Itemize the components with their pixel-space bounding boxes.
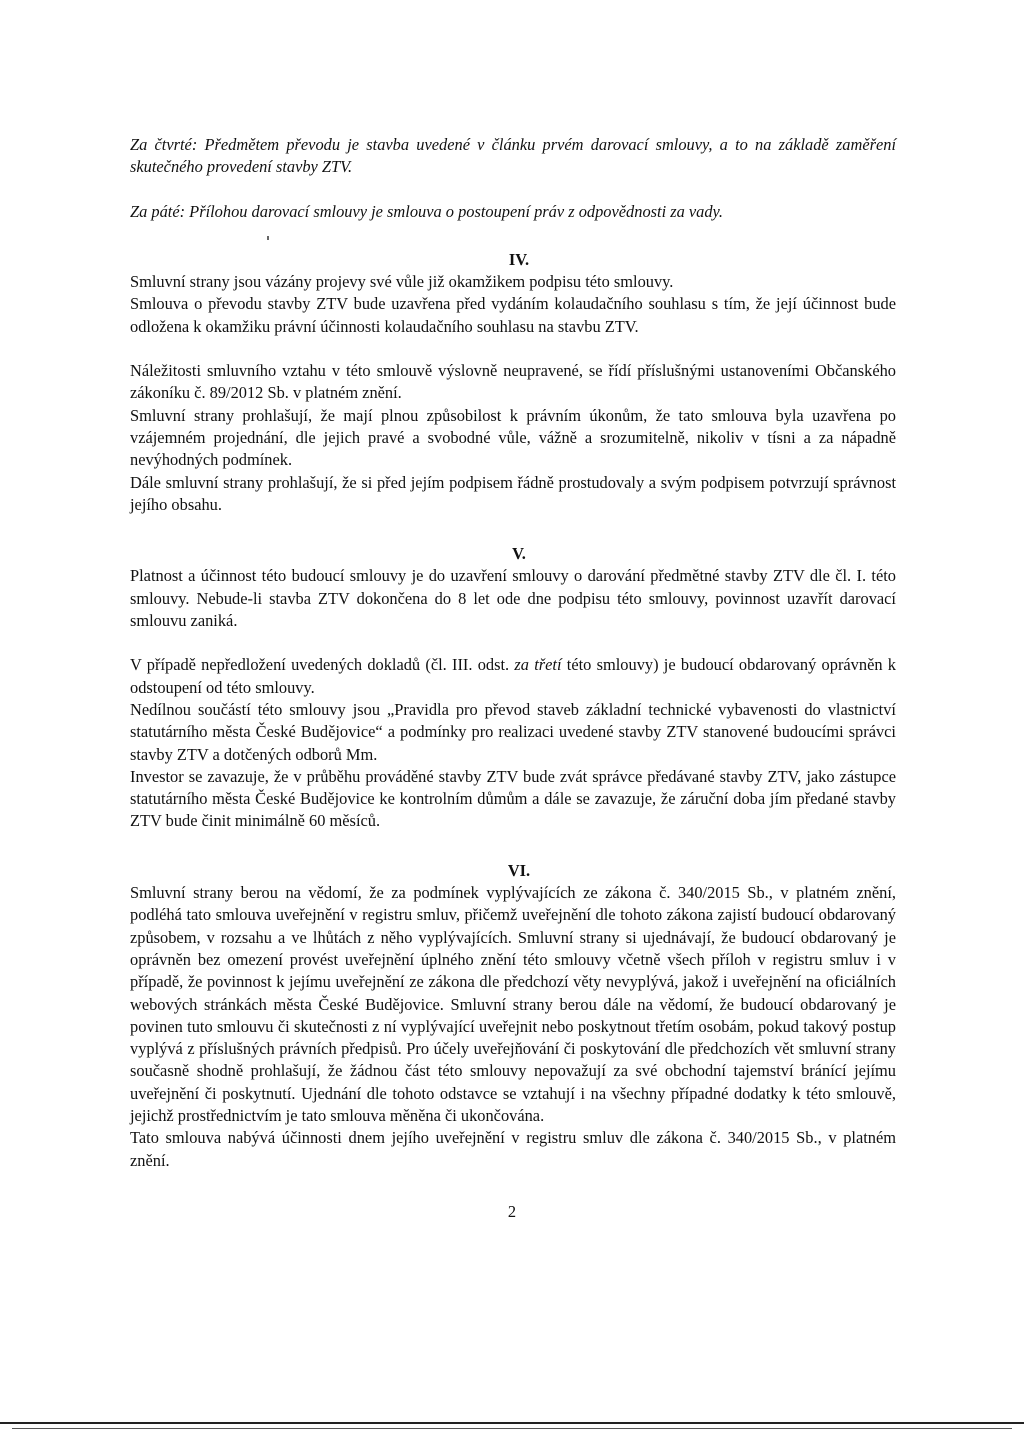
section-vi-title: VI. [507, 860, 531, 880]
section-iv-paragraph-5: Dále smluvní strany prohlašují, že si před jejím podpisem řádně prostudovaly a svým podpisem potvrzují správnost jejího obsahu. [130, 472, 896, 514]
page-number: 2 [507, 1202, 517, 1221]
section-v-title: V. [512, 544, 526, 564]
bottom-rule [0, 1422, 1024, 1424]
document-body [130, 134, 896, 1172]
intro-paragraph-5: Za páté: Přílohou darovací smlouvy je smlouva o postoupení práv z odpovědnosti za vady. [130, 201, 724, 221]
section-v-paragraph-2 [130, 654, 896, 699]
section-vi-paragraph-2: Tato smlouva nabývá účinnosti dnem jejího uveřejnění v registru smluv dle zákona č. 340/2015 Sb., v platném znění. [130, 1128, 896, 1170]
section-iv-title: IV. [508, 249, 530, 269]
section-v-paragraph-2-italic: za třetí [514, 655, 562, 675]
section-iv-paragraph-4: Smluvní strany prohlašují, že mají plnou způsobilost k právním úkonům, že tato smlouva byla uzavřena po vzájemném projednání, dle jejich pravé a svobodné vůle, vážně a srozumitelně, nikoliv v tísni a za nápadně nevýhodných podmínek. [130, 405, 896, 470]
section-vi-paragraph-1: Smluvní strany berou na vědomí, že za podmínek vyplývajících ze zákona č. 340/2015 Sb., v platném znění, podléhá tato smlouva uveřejnění v registru smluv, přičemž uveřejnění dle tohoto zákona zajistí budoucí obdarovaný způsobem, v rozsahu a ve lhůtách z něho vyplývajících. Smluvní strany si ujednávají, že budoucí obdarovaný je oprávněn bez omezení provést uveřejnění úplného znění této smlouvy včetně všech příloh v registru smluv i v případě, že povinnost k jejímu uveřejnění ze zákona dle předchozí věty nevyplývá, jakož i uveřejnění na oficiálních webových stránkách města České Budějovice. Smluvní strany berou dále na vědomí, že budoucí obdarovaný je povinen tuto smlouvu či skutečnosti z ní vyplývající uveřejnit nebo poskytnout třetím osobám, pokud takový postup vyplývá z příslušných právních předpisů. Pro účely uveřejňování či poskytování dle předchozích vět smluvní strany současně shodně prohlašují, že žádnou část této smlouvy nepovažují za své obchodní tajemství bránící jejímu uveřejnění či poskytnutí. Ujednání dle tohoto odstavce se vztahují i na všechny případné dodatky k této smlouvě, jejichž prostřednictvím je tato smlouva měněna či ukončována. [130, 883, 896, 1125]
section-v-paragraph-4: Investor se zavazuje, že v průběhu prováděné stavby ZTV bude zvát správce předávané stavby ZTV, jako zástupce statutárního města České Budějovice ke kontrolním důmům a dále se zavazuje, že záruční doba jím předané stavby ZTV bude činit minimálně 60 měsíců. [130, 766, 896, 831]
section-iv-paragraph-2: Smlouva o převodu stavby ZTV bude uzavřena před vydáním kolaudačního souhlasu s tím, že její účinnost bude odložena k okamžiku právní účinnosti kolaudačního souhlasu na stavbu ZTV. [130, 294, 896, 336]
section-v-paragraph-3: Nedílnou součástí této smlouvy jsou „Pravidla pro převod staveb základní technické vybavenosti do vlastnictví statutárního města České Budějovice“ a podmínky pro realizaci uvedené stavby ZTV stanovené budoucími správci stavby ZTV a dotčených odborů Mm. [130, 699, 896, 764]
section-v-paragraph-2-start: V případě nepředložení uvedených dokladů (čl. III. odst. [130, 655, 515, 675]
section-v-paragraph-1: Platnost a účinnost této budoucí smlouvy je do uzavření smlouvy o darování předmětné stavby ZTV dle čl. I. této smlouvy. Nebude-li stavba ZTV dokončena do 8 let ode dne podpisu této smlouvy, povinnost uzavřít darovací smlouvu zaniká. [130, 566, 896, 631]
section-iv-paragraph-1: Smluvní strany jsou vázány projevy své vůle již okamžikem podpisu této smlouvy. [130, 272, 674, 292]
section-v-paragraph-2-end: této smlouvy) je budoucí obdarovaný oprávněn k odstoupení od této smlouvy. [130, 655, 896, 697]
bottom-rule-thin [12, 1428, 1012, 1429]
section-iv-paragraph-3: Náležitosti smluvního vztahu v této smlouvě výslovně neupravené, se řídí příslušnými ustanoveními Občanského zákoníku č. 89/2012 Sb. v platném znění. [130, 361, 896, 403]
intro-paragraph-4: Za čtvrté: Předmětem převodu je stavba uvedené v článku prvém darovací smlouvy, a to na základě zaměření skutečného provedení stavby ZTV. [130, 135, 896, 177]
